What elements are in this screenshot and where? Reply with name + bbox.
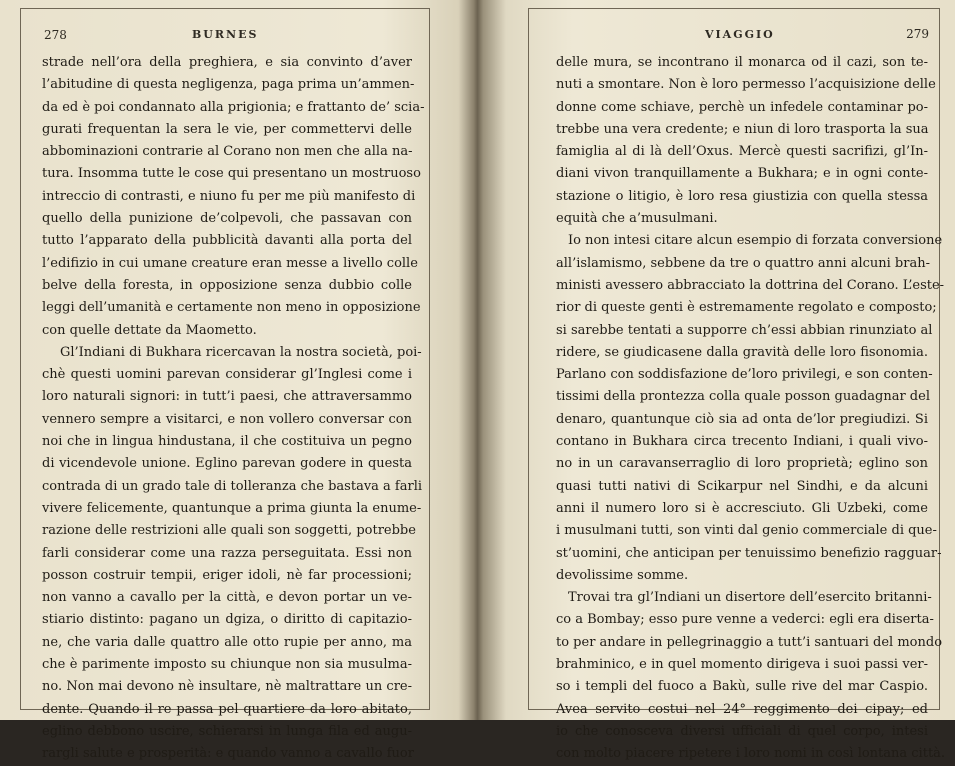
- text-line: con quelle dettate da Maometto.: [42, 322, 257, 338]
- text-line: vennero sempre a visitarci, e non vollero conversar con: [42, 411, 412, 427]
- text-line: Io non intesi citare alcun esempio di forzata conversione: [568, 233, 943, 249]
- text-line: co a Bombay; esso pure venne a vederci: egli era diserta-: [556, 612, 934, 628]
- text-line: si sarebbe tentati a supporre ch’essi abbian rinunziato al: [556, 322, 933, 338]
- text-line: gurati frequentan la sera le vie, per commettervi delle: [42, 121, 412, 137]
- left-page-header: [40, 28, 410, 48]
- left-page-number: 278: [44, 28, 67, 42]
- text-line: stazione o litigio, è loro resa giustizia con quella stessa: [556, 188, 928, 204]
- left-page: [0, 0, 476, 762]
- text-line: devolissime somme.: [556, 567, 689, 583]
- text-line: l’edifizio in cui umane creature eran messe a livello colle: [42, 255, 418, 271]
- text-line: famiglia al di là dell’Oxus. Mercè questi sacrifizi, gl’In-: [556, 144, 928, 160]
- text-line: noi che in lingua hindustana, il che costituiva un pegno: [42, 434, 412, 450]
- text-line: tissimi della prontezza colla quale posson guadagnar del: [556, 389, 930, 405]
- text-line: tura. Insomma tutte le cose qui presentano un mostruoso: [42, 166, 421, 182]
- text-line: belve della foresta, in opposizione senza dubbio colle: [42, 277, 412, 293]
- text-line: denaro, quantunque ciò sia ad onta de’lor pregiudizi. Si: [556, 411, 928, 427]
- right-page-text: [556, 52, 946, 766]
- text-line: chè questi uomini parevan considerar gl’Inglesi come i: [42, 367, 412, 383]
- text-line: non vanno a cavallo per la città, e devon portar un ve-: [42, 590, 412, 606]
- text-line: strade nell’ora della preghiera, e sia convinto d’aver: [42, 55, 412, 70]
- right-page-header: [545, 28, 929, 48]
- text-line: Parlano con soddisfazione de’loro privilegi, e son conten-: [556, 367, 933, 383]
- text-line: farli considerar come una razza perseguitata. Essi non: [42, 545, 412, 561]
- left-page-text: [42, 52, 425, 766]
- text-line: abbominazioni contrarie al Corano non men che alla na-: [42, 144, 413, 160]
- text-line: rargli salute e prosperità: e quando vanno a cavallo fuor: [42, 746, 414, 762]
- text-line: contano in Bukhara circa trecento Indiani, i quali vivo-: [556, 434, 928, 450]
- text-line: anni il numero loro si è accresciuto. Gli Uzbeki, come: [556, 500, 928, 516]
- text-line: io che conosceva diversi ufficiali di quel corpo, intesi: [556, 723, 928, 739]
- text-line: st’uomini, che anticipan per tenuissimo benefizio ragguar-: [556, 545, 942, 561]
- right-page-number: 279: [906, 27, 929, 41]
- text-line: l’abitudine di questa negligenza, paga prima un’ammen-: [42, 77, 415, 93]
- text-line: i musulmani tutti, son vinti dal genio commerciale di que-: [556, 523, 937, 539]
- text-line: loro naturali signori: in tutt’i paesi, che attraversammo: [42, 389, 412, 405]
- text-line: vivere felicemente, quantunque a prima giunta la enume-: [42, 500, 422, 516]
- text-line: all’islamismo, sebbene da tre o quattro anni alcuni brah-: [556, 255, 930, 271]
- text-line: equità che a’musulmani.: [556, 211, 718, 227]
- text-line: brahminico, e in quel momento dirigeva i suoi passi ver-: [556, 657, 928, 673]
- text-line: so i templi del fuoco a Bakù, sulle rive del mar Caspio.: [556, 679, 928, 695]
- text-line: quasi tutti nativi di Scikarpur nel Sindhi, e da alcuni: [556, 478, 928, 494]
- text-line: da ed è poi condannato alla prigionia; e frattanto de’ scia-: [42, 99, 425, 115]
- text-line: leggi dell’umanità e certamente non meno in opposizione: [42, 300, 421, 316]
- text-line: razione delle restrizioni alle quali son soggetti, potrebbe: [42, 523, 416, 539]
- text-line: donne come schiave, perchè un infedele contaminar po-: [556, 99, 928, 115]
- text-line: to per andare in pellegrinaggio a tutt’i santuari del mondo: [556, 634, 943, 650]
- text-line: ridere, se giudicasene dalla gravità delle loro fisonomia.: [556, 344, 928, 360]
- text-line: con molto piacere ripetere i loro nomi in così lontana città.: [556, 746, 946, 762]
- text-line: eglino debbono uscire, schierarsi in lunga fila ed augu-: [42, 723, 412, 739]
- left-running-head: BURNES: [192, 28, 259, 41]
- text-line: no. Non mai devono nè insultare, nè maltrattare un cre-: [42, 679, 412, 695]
- text-line: ne, che varia dalle quattro alle otto rupie per anno, ma: [42, 634, 412, 650]
- text-line: diani vivon tranquillamente a Bukhara; e in ogni conte-: [556, 166, 928, 182]
- text-line: Trovai tra gl’Indiani un disertore dell’esercito britanni-: [568, 590, 932, 606]
- text-line: ministi avessero abbracciato la dottrina del Corano. L’este-: [556, 277, 945, 293]
- text-line: delle mura, se incontrano il monarca od il cazi, son te-: [556, 55, 928, 70]
- text-line: rior di queste genti è estremamente regolato e composto;: [556, 300, 937, 316]
- text-line: posson costruir tempii, eriger idoli, nè far processioni;: [42, 567, 412, 583]
- text-line: Avea servito costui nel 24° reggimento dei cipay; ed: [556, 701, 928, 717]
- text-line: quello della punizione de’colpevoli, che passavan con: [42, 211, 412, 227]
- text-line: tutto l’apparato della pubblicità davanti alla porta del: [42, 233, 412, 249]
- text-line: che è parimente imposto su chiunque non sia musulma-: [42, 657, 412, 673]
- text-line: trebbe una vera credente; e niun di loro trasporta la sua: [556, 121, 929, 137]
- text-line: Gl’Indiani di Bukhara ricercavan la nostra società, poi-: [60, 344, 422, 360]
- text-line: nuti a smontare. Non è loro permesso l’acquisizione delle: [556, 77, 936, 93]
- text-line: contrada di un grado tale di tolleranza che bastava a farli: [42, 478, 423, 494]
- right-page: [481, 0, 955, 762]
- text-line: dente. Quando il re passa pel quartiere da loro abitato,: [42, 701, 412, 717]
- text-line: intreccio di contrasti, e niuno fu per me più manifesto di: [42, 188, 416, 204]
- text-line: stiario distinto: pagano un dgiza, o diritto di capitazio-: [42, 612, 412, 628]
- right-running-head: VIAGGIO: [705, 28, 775, 41]
- text-line: no in un caravanserraglio di loro proprietà; eglino son: [556, 456, 928, 472]
- text-line: di vicendevole unione. Eglino parevan godere in questa: [42, 456, 412, 472]
